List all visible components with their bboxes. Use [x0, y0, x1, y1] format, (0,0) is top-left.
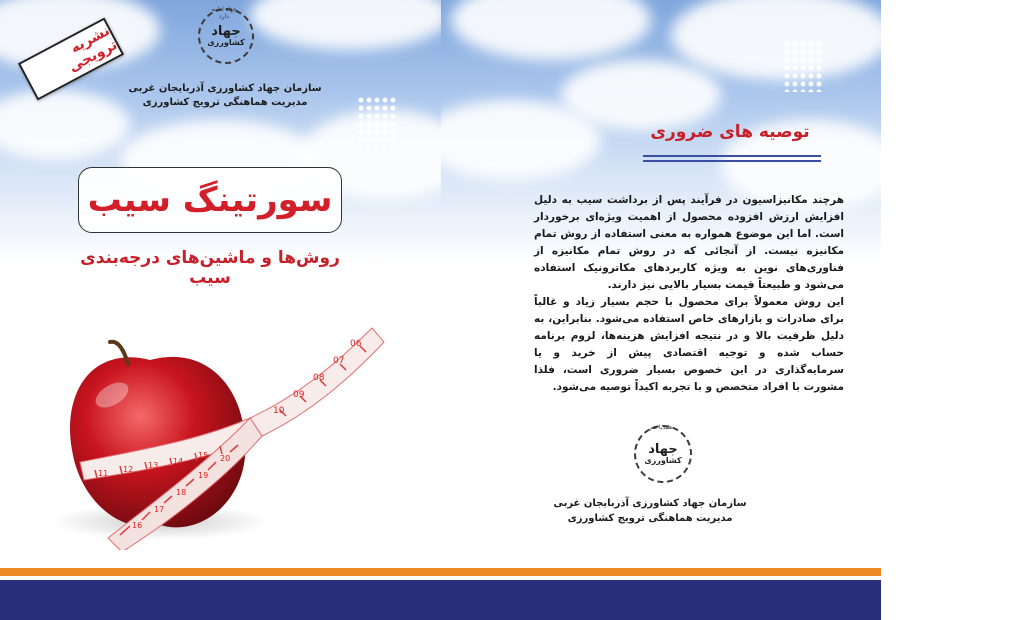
dot-pattern: [357, 96, 397, 148]
tape-number: 11: [98, 469, 109, 478]
logo-sub-text: کشاورزی: [207, 37, 245, 47]
tape-number: 07: [333, 356, 345, 366]
extension-publication-ribbon: نشریه ترویجی: [18, 17, 124, 100]
tape-number: 14: [173, 457, 184, 466]
apple-with-tape-illustration: [0, 300, 441, 550]
tape-number: 15: [198, 451, 209, 460]
cloud: [561, 60, 721, 130]
organization-name: [545, 496, 755, 526]
dot-pattern: [783, 40, 823, 92]
footer-orange-band: [0, 568, 881, 576]
cloud: [451, 0, 651, 60]
tape-number: 10: [273, 406, 285, 416]
cloud: [0, 90, 130, 160]
tape-number: 18: [176, 488, 187, 497]
logo-tagline: جهاد ادامه دارد: [211, 6, 237, 20]
tape-number: 08: [313, 373, 325, 383]
logo-main-text: جهاد: [648, 441, 678, 457]
organization-name: [120, 82, 330, 110]
section-title: توصیه های ضروری: [650, 122, 810, 142]
org-line-1: سازمان جهاد کشاورزی آذربایجان غربی: [128, 83, 322, 94]
org-line-2: مدیریت هماهنگی ترویج کشاورزی: [567, 513, 733, 524]
org-line-1: سازمان جهاد کشاورزی آذربایجان غربی: [553, 498, 747, 509]
jahad-keshavarzi-logo: [634, 425, 692, 483]
cover-title: سورتینگ سیب: [78, 167, 342, 233]
tape-number: 20: [220, 454, 231, 463]
title-underline: [643, 160, 821, 162]
cover-subtitle: روش‌ها و ماشین‌های درجه‌بندی سیب: [80, 248, 340, 288]
tape-number: 12: [123, 465, 134, 474]
paragraph: این روش معمولاً برای محصول با حجم بسیار زیاد و غالباً برای صادرات و بازارهای خاص استفاده می‌شود. بنابراین، به دلیل ظرفیت بالا و در نتیجه افزایش هزینه‌ها، لزوم برنامه حساب شده و توجیه اقتصادی پیش از خرید و یا سرمایه‌گذاری در این خصوص بسیار ضروری است، فلذا مشورت با افراد متخصص و با تجربه اکیداً توصیه می‌شود.: [534, 296, 844, 393]
cloud: [250, 0, 441, 50]
logo-sub-text: کشاورزی: [644, 455, 682, 465]
tape-number: 09: [293, 390, 305, 400]
recommendations-text: [534, 192, 844, 396]
org-line-2: مدیریت هماهنگی ترویج کشاورزی: [142, 97, 308, 108]
logo-main-text: جهاد: [211, 23, 241, 39]
logo-tagline: همدیا هم: [649, 424, 673, 431]
cloud: [671, 0, 881, 80]
paragraph: هرچند مکانیزاسیون در فرآیند پس از برداشت سیب به دلیل افزایش ارزش افزوده محصول از اهمیت ویژه‌ای برخوردار است. اما این موضوع همواره به معنی استفاده از روش تمام مکانیزه نیست. از آنجائی که در روش تمام مکانیزه از فناوری‌های نوین به ویژه کاربردهای مکاترونیک استفاده می‌شود و طبیعتاً قیمت بسیار بالایی نیز دارند.: [534, 194, 844, 291]
tape-number: 17: [154, 505, 165, 514]
footer-navy-band: [0, 580, 881, 620]
tape-number: 16: [132, 521, 143, 530]
tape-number: 13: [148, 461, 159, 470]
title-underline: [643, 155, 821, 157]
tape-number: 19: [198, 471, 209, 480]
tape-number: 06: [350, 339, 362, 349]
